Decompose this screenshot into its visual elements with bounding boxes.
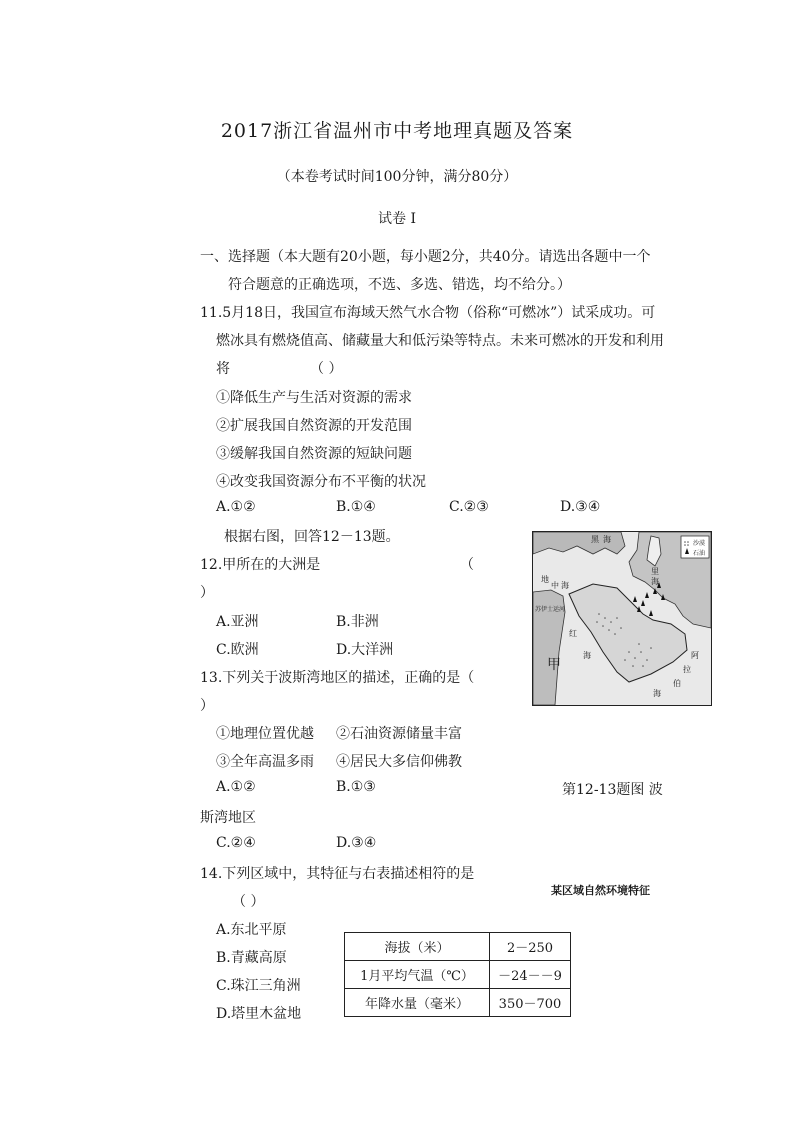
q13-item-3: ③全年高温多雨 — [216, 754, 314, 770]
table-cell-value: 2－250 — [490, 933, 571, 961]
figure-caption-part-2: 斯湾地区 — [200, 810, 256, 826]
instructions-line-1: 一、选择题（本大题有20小题，每小题2分，共40分。请选出各题中一个 — [200, 249, 651, 265]
q11-option-a: A.①② — [216, 499, 256, 515]
q12-option-b: B.非洲 — [336, 614, 379, 630]
map-label-di: 地 — [541, 575, 549, 584]
legend-sand-label: 沙漠 — [693, 540, 706, 547]
table-row — [345, 933, 571, 961]
q12-paren-close: ） — [200, 585, 214, 601]
map-label-hong: 红 — [569, 629, 577, 638]
table-cell-key: 1月平均气温（℃） — [345, 961, 490, 989]
table-cell-value: －24－－9 — [490, 961, 571, 989]
environment-table — [344, 932, 571, 1017]
q13-option-b: B.①③ — [336, 779, 376, 795]
q13-option-a: A.①② — [216, 779, 256, 795]
q12-paren-open: （ — [460, 557, 474, 573]
map-label-li: 里 — [651, 567, 659, 576]
q11-item-1: ①降低生产与生活对资源的需求 — [216, 390, 412, 406]
map-label-suez-canal: 苏伊士运河 — [535, 606, 566, 613]
q11-line-1: 11.5月18日，我国宣布海域天然气水合物（俗称“可燃冰”）试采成功。可 — [200, 305, 656, 321]
table-title: 某区域自然环境特征 — [551, 884, 650, 897]
q14-option-b: B.青藏高原 — [216, 950, 287, 966]
q14-option-d: D.塔里木盆地 — [216, 1006, 302, 1022]
section-heading: 试卷 I — [378, 211, 416, 227]
map-label-hai-5: 海 — [603, 535, 611, 544]
legend-oil-label: 石油 — [693, 550, 706, 557]
q12-option-d: D.大洋洲 — [336, 642, 394, 658]
map-drawing — [533, 532, 711, 705]
map-label-la: 拉 — [683, 665, 691, 674]
q11-item-2: ②扩展我国自然资源的开发范围 — [216, 418, 412, 434]
q13-line-1: 13.下列关于波斯湾地区的描述，正确的是（ — [200, 670, 475, 686]
table-cell-value: 350－700 — [490, 989, 571, 1017]
q13-paren-close: ） — [200, 698, 214, 714]
q11-option-d: D.③④ — [560, 499, 601, 515]
q13-item-4: ④居民大多信仰佛教 — [336, 754, 462, 770]
page-title: 2017浙江省温州市中考地理真题及答案 — [220, 120, 574, 142]
map-label-hei: 黑 — [591, 535, 599, 544]
q13-option-d: D.③④ — [336, 835, 377, 851]
intro-12-13: 根据右图，回答12－13题。 — [224, 529, 400, 545]
table-cell-key: 年降水量（毫米） — [345, 989, 490, 1017]
q13-option-c: C.②④ — [216, 835, 256, 851]
q13-item-1: ①地理位置优越 — [216, 726, 314, 742]
q11-option-b: B.①④ — [336, 499, 376, 515]
map-label-a: 阿 — [691, 651, 699, 660]
q11-item-3: ③缓解我国自然资源的短缺问题 — [216, 446, 412, 462]
q14-option-c: C.珠江三角洲 — [216, 978, 301, 994]
map-label-jia: 甲 — [547, 657, 561, 673]
figure-caption-part-1: 第12-13题图 波 — [562, 782, 663, 798]
map-label-hai-3: 海 — [653, 689, 661, 698]
q14-line-1: 14.下列区域中，其特征与右表描述相符的是 — [200, 866, 475, 882]
map-label-bo: 伯 — [673, 679, 681, 688]
q14-option-a: A.东北平原 — [216, 922, 287, 938]
table-cell-key: 海拔（米） — [345, 933, 490, 961]
q14-answer-paren: （ ） — [232, 894, 265, 910]
map-label-hai-2: 海 — [583, 651, 591, 660]
q11-line-3: 将 — [216, 361, 230, 377]
q12-option-c: C.欧洲 — [216, 642, 259, 658]
map-label-hai-4: 海 — [651, 577, 659, 586]
exam-time-note: （本卷考试时间100分钟，满分80分） — [276, 169, 518, 185]
q11-line-2: 燃冰具有燃烧值高、储藏量大和低污染等特点。未来可燃冰的开发和利用 — [216, 333, 664, 349]
q11-answer-paren: （ ） — [310, 361, 343, 377]
map-label-hai-1: 海 — [561, 581, 569, 590]
table-row — [345, 961, 571, 989]
table-row — [345, 989, 571, 1017]
q13-item-2: ②石油资源储量丰富 — [336, 726, 462, 742]
q11-option-c: C.②③ — [449, 499, 489, 515]
map-label-zhong: 中 — [551, 581, 559, 590]
q12-line-1: 12.甲所在的大洲是 — [200, 557, 321, 573]
instructions-line-2: 符合题意的正确选项，不选、多选、错选，均不给分。） — [228, 277, 571, 293]
q11-item-4: ④改变我国资源分布不平衡的状况 — [216, 474, 426, 490]
persian-gulf-map — [532, 531, 712, 706]
q12-option-a: A.亚洲 — [216, 614, 259, 630]
